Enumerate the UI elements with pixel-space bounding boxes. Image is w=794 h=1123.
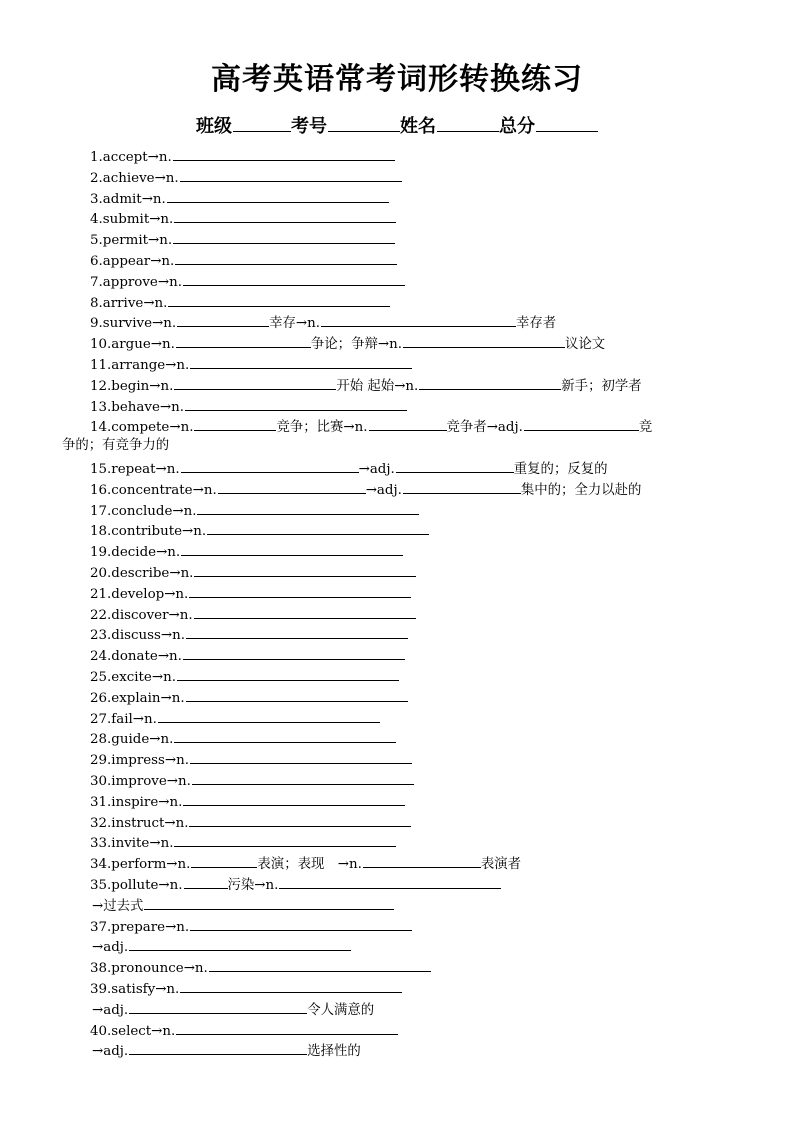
exercise-text: 37.prepare→n.: [90, 919, 190, 935]
exercise-text: 13.behave→n.: [90, 399, 184, 415]
exercise-text: 集中的；全力以赴的: [520, 482, 642, 498]
answer-blank[interactable]: [176, 332, 311, 348]
exercise-line: [90, 207, 396, 228]
exercise-line: [90, 291, 390, 312]
answer-blank[interactable]: [191, 852, 257, 868]
exercise-text: →adj.: [358, 462, 395, 477]
exercise-line: [90, 873, 501, 894]
exercise-line: [90, 228, 395, 249]
exercise-text: 35.pollute→n.: [90, 878, 183, 893]
answer-blank[interactable]: [174, 207, 396, 223]
answer-blank[interactable]: [129, 935, 351, 951]
exercise-text: 11.arrange→n.: [90, 358, 190, 373]
exercise-line: [90, 519, 429, 540]
answer-blank[interactable]: [177, 311, 269, 327]
number-label: 考号: [291, 116, 327, 137]
answer-blank[interactable]: [186, 623, 408, 639]
exercise-text: 19.decide→n.: [90, 545, 181, 561]
exercise-line: [90, 540, 403, 561]
exercise-text: 32.instruct→n.: [90, 815, 189, 831]
exercise-line: [90, 166, 402, 187]
exercise-line: [90, 790, 405, 811]
exercise-text: 议论文: [564, 337, 606, 353]
score-blank[interactable]: [536, 112, 598, 132]
exercise-text: 27.fail→n.: [90, 711, 157, 727]
exercise-line: [90, 561, 416, 582]
answer-blank[interactable]: [419, 374, 561, 390]
answer-blank[interactable]: [177, 665, 399, 681]
answer-blank[interactable]: [174, 831, 396, 847]
exercise-text: 竞争者→adj.: [446, 420, 523, 436]
exercise-text: 开始 起始→n.: [336, 378, 419, 394]
exercise-text: 26.explain→n.: [90, 690, 185, 706]
exercise-line: [92, 894, 394, 915]
answer-blank[interactable]: [180, 166, 402, 182]
answer-blank[interactable]: [174, 727, 396, 743]
score-label: 总分: [499, 116, 535, 137]
exercise-line: [90, 582, 411, 603]
exercise-line: [90, 478, 641, 499]
answer-blank[interactable]: [129, 1039, 307, 1055]
exercise-line: [90, 499, 419, 520]
exercise-text: →adj.: [365, 482, 402, 498]
exercise-text: 17.conclude→n.: [90, 503, 197, 519]
exercise-text: 2.achieve→n.: [90, 170, 179, 186]
exercise-text: →过去式: [92, 898, 144, 914]
exercise-text: 新手；初学者: [561, 378, 642, 394]
answer-blank[interactable]: [190, 915, 412, 931]
answer-blank[interactable]: [207, 519, 429, 535]
exercise-line: [90, 727, 396, 748]
exercise-text: 令人满意的: [307, 1002, 375, 1018]
exercise-text: 幸存者: [516, 316, 557, 332]
answer-blank[interactable]: [173, 228, 395, 244]
exercise-line: [92, 998, 374, 1019]
exercise-line: [90, 977, 402, 998]
exercise-line: [90, 831, 396, 852]
answer-blank[interactable]: [176, 1019, 398, 1035]
exercise-text: 21.develop→n.: [90, 586, 189, 602]
exercise-text: 表演；表现 →n.: [257, 857, 362, 873]
exercise-text: 5.permit→n.: [90, 233, 173, 249]
exercise-line: [90, 603, 416, 624]
exercise-text: 6.appear→n.: [90, 254, 175, 269]
answer-blank[interactable]: [363, 852, 481, 868]
answer-blank[interactable]: [279, 873, 501, 889]
exercise-text: 10.argue→n.: [90, 337, 175, 353]
answer-blank[interactable]: [524, 415, 639, 431]
exercise-line: [90, 145, 395, 166]
exercise-line: [90, 311, 556, 332]
answer-blank[interactable]: [190, 353, 412, 369]
exercise-text: 竞: [638, 420, 653, 436]
exercise-text: 污染→n.: [227, 878, 279, 893]
answer-blank[interactable]: [183, 790, 405, 806]
exercise-line: [90, 852, 521, 873]
exercise-line: [90, 811, 411, 832]
answer-blank[interactable]: [194, 415, 276, 431]
exercise-text: 31.inspire→n.: [90, 794, 183, 810]
answer-blank[interactable]: [183, 270, 405, 286]
answer-blank[interactable]: [194, 603, 416, 619]
exercise-line: [90, 623, 408, 644]
exercise-text: 22.discover→n.: [90, 607, 193, 623]
answer-blank[interactable]: [168, 291, 390, 307]
answer-blank[interactable]: [186, 686, 408, 702]
number-blank[interactable]: [328, 112, 400, 132]
exercise-text: 30.improve→n.: [90, 774, 191, 789]
exercise-text: 9.survive→n.: [90, 316, 177, 332]
exercise-line: [90, 915, 412, 936]
answer-blank[interactable]: [144, 894, 394, 910]
exercise-line: [90, 748, 412, 769]
answer-blank[interactable]: [175, 249, 397, 265]
exercise-text: 24.donate→n.: [90, 649, 182, 665]
exercise-line: [90, 415, 652, 436]
exercise-line: [90, 249, 397, 270]
name-blank[interactable]: [437, 112, 499, 132]
answer-blank[interactable]: [167, 187, 389, 203]
answer-blank[interactable]: [185, 395, 407, 411]
answer-blank[interactable]: [181, 457, 359, 473]
exercise-text: 28.guide→n.: [90, 732, 174, 748]
answer-blank[interactable]: [209, 956, 431, 972]
exercise-line: [90, 353, 412, 374]
exercise-text: 1.accept→n.: [90, 150, 172, 165]
exercise-text: 14.compete→n.: [90, 420, 194, 436]
answer-blank[interactable]: [197, 499, 419, 515]
exercise-text: →adj.: [92, 1044, 129, 1060]
exercise-text: 29.impress→n.: [90, 753, 190, 769]
answer-blank[interactable]: [190, 748, 412, 764]
student-info-header: [0, 112, 794, 139]
exercise-line: [90, 374, 642, 395]
answer-blank[interactable]: [403, 332, 565, 348]
exercise-line: [90, 956, 431, 977]
exercise-line: [90, 457, 608, 478]
answer-blank[interactable]: [218, 478, 366, 494]
class-label: 班级: [196, 116, 232, 137]
exercise-text: 4.submit→n.: [90, 212, 174, 228]
exercise-line: [62, 436, 169, 457]
exercise-text: 25.excite→n.: [90, 670, 176, 685]
answer-blank[interactable]: [192, 769, 414, 785]
exercise-text: 18.contribute→n.: [90, 524, 207, 540]
exercise-text: 争论；争辩→n.: [310, 337, 402, 353]
exercise-text: 23.discuss→n.: [90, 628, 185, 644]
exercise-text: 7.approve→n.: [90, 274, 182, 290]
answer-blank[interactable]: [403, 478, 521, 494]
exercise-line: [90, 187, 389, 208]
exercise-text: 表演者: [480, 857, 522, 873]
answer-blank[interactable]: [189, 582, 411, 598]
exercise-text: 8.arrive→n.: [90, 295, 168, 311]
answer-blank[interactable]: [396, 457, 514, 473]
exercise-text: 选择性的: [307, 1044, 361, 1060]
exercise-text: 16.concentrate→n.: [90, 482, 217, 498]
exercise-text: 竞争；比赛→n.: [276, 420, 368, 436]
answer-blank[interactable]: [189, 811, 411, 827]
exercise-line: [90, 270, 405, 291]
exercise-line: [90, 332, 605, 353]
exercise-line: [90, 665, 399, 686]
exercise-text: 34.perform→n.: [90, 857, 191, 873]
exercise-text: 争的；有竞争力的: [62, 438, 170, 454]
name-label: 姓名: [400, 116, 436, 137]
answer-blank[interactable]: [183, 644, 405, 660]
exercise-text: 40.select→n.: [90, 1023, 176, 1039]
exercise-text: →adj.: [92, 1002, 129, 1018]
exercise-line: [92, 1039, 361, 1060]
exercise-text: 20.describe→n.: [90, 566, 194, 581]
exercise-line: [90, 769, 414, 790]
answer-blank[interactable]: [173, 145, 395, 161]
exercise-line: [90, 395, 407, 416]
exercise-line: [90, 707, 380, 728]
answer-blank[interactable]: [181, 540, 403, 556]
exercise-line: [92, 935, 351, 956]
answer-blank[interactable]: [158, 707, 380, 723]
exercise-text: 38.pronounce→n.: [90, 961, 208, 977]
exercise-text: 39.satisfy→n.: [90, 982, 180, 997]
answer-blank[interactable]: [369, 415, 447, 431]
exercise-line: [90, 1019, 398, 1040]
answer-blank[interactable]: [180, 977, 402, 993]
answer-blank[interactable]: [184, 873, 228, 889]
page-title: 高考英语常考词形转换练习: [211, 62, 583, 97]
answer-blank[interactable]: [174, 374, 336, 390]
answer-blank[interactable]: [129, 998, 307, 1014]
exercise-line: [90, 686, 408, 707]
exercise-text: 3.admit→n.: [90, 191, 166, 207]
exercise-text: →adj.: [92, 940, 129, 956]
exercise-text: 15.repeat→n.: [90, 462, 180, 477]
exercise-text: 幸存→n.: [269, 316, 321, 332]
exercise-text: 33.invite→n.: [90, 836, 174, 852]
exercise-text: 重复的；反复的: [513, 462, 608, 477]
class-blank[interactable]: [233, 112, 291, 132]
exercise-line: [90, 644, 405, 665]
answer-blank[interactable]: [321, 311, 516, 327]
answer-blank[interactable]: [194, 561, 416, 577]
exercise-text: 12.begin→n.: [90, 378, 174, 394]
